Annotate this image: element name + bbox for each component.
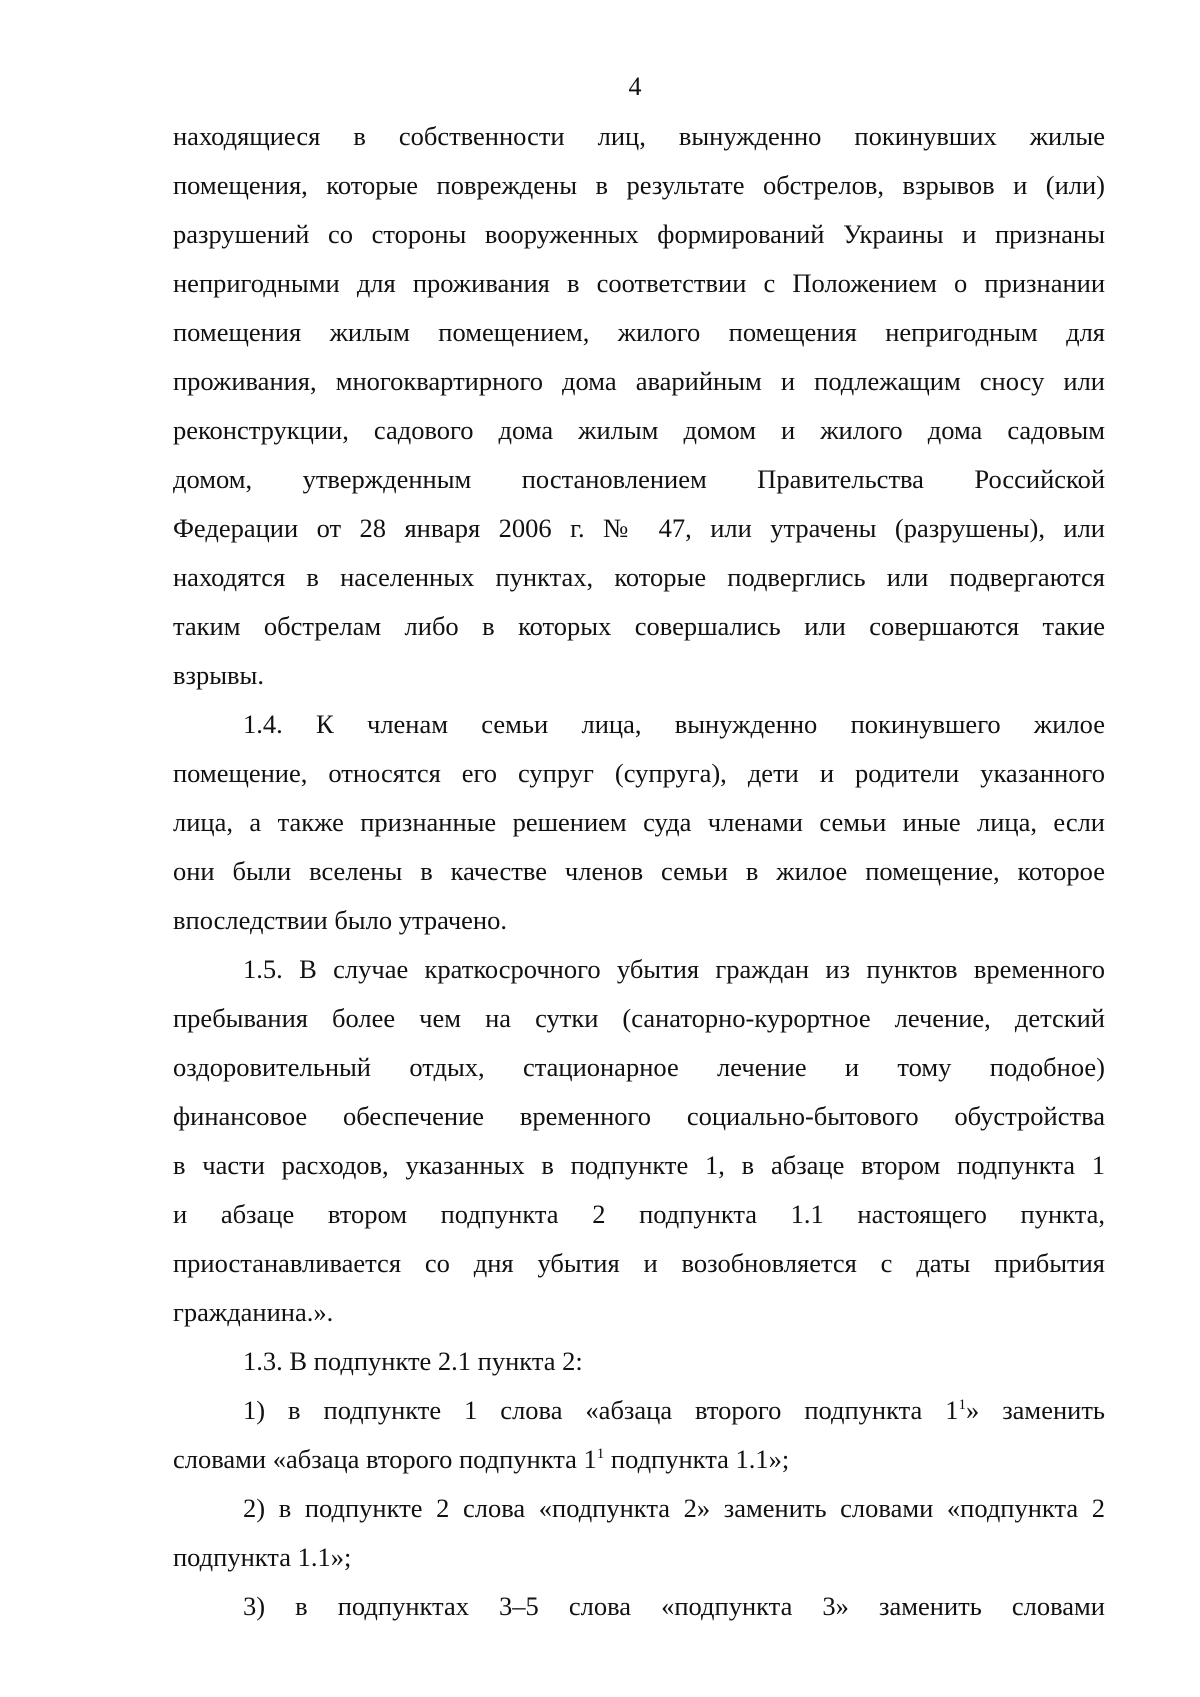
text-line-content: домом, утвержденным постановлением Правительства Российской: [173, 464, 1105, 494]
text-line-content: приостанавливается со дня убытия и возобновляется с даты прибытия: [173, 1248, 1105, 1278]
text-line: [173, 1092, 1105, 1141]
text-line-content: впоследствии было утрачено.: [173, 905, 507, 935]
text-line: [173, 1239, 1105, 1288]
text-line-content: и абзаце втором подпункта 2 подпункта 1.1 настоящего пункта,: [173, 1199, 1105, 1229]
text-line: [173, 1190, 1105, 1239]
text-line: [173, 357, 1105, 406]
text-line-content: 3) в подпунктах 3–5 слова «подпункта 3» заменить словами: [243, 1591, 1105, 1621]
text-line: [173, 1043, 1105, 1092]
text-line: [173, 896, 1105, 945]
text-line-content: помещения жилым помещением, жилого помещения непригодным для: [173, 317, 1105, 347]
text-line: [173, 210, 1105, 259]
text-line: [173, 847, 1105, 896]
text-line-content: гражданина.».: [173, 1297, 334, 1327]
text-line-content: помещения, которые повреждены в результате обстрелов, взрывов и (или): [173, 170, 1105, 200]
text-line-content: помещение, относятся его супруг (супруга), дети и родители указанного: [173, 758, 1105, 788]
text-line-content: 2) в подпункте 2 слова «подпункта 2» заменить словами «подпункта 2: [243, 1493, 1105, 1523]
text-line: [173, 455, 1105, 504]
text-line: [173, 602, 1105, 651]
page-number: 4: [628, 72, 642, 101]
text-line-content: реконструкции, садового дома жилым домом и жилого дома садовым: [173, 415, 1105, 445]
text-line: [173, 1484, 1105, 1533]
text-line-content: разрушений со стороны вооруженных формирований Украины и признаны: [173, 219, 1105, 249]
text-line: [173, 651, 1105, 700]
text-line: [173, 1141, 1105, 1190]
text-line: [173, 112, 1105, 161]
superscript: 1: [958, 1397, 966, 1413]
text-line-content: Федерации от 28 января 2006 г. № 47, или утрачены (разрушены), или: [173, 513, 1105, 543]
text-line-content: взрывы.: [173, 660, 264, 690]
text-line-content: 1.5. В случае краткосрочного убытия граждан из пунктов временного: [243, 954, 1105, 984]
text-line: [173, 504, 1105, 553]
text-line-content: 1.4. К членам семьи лица, вынужденно покинувшего жилое: [243, 709, 1105, 739]
text-line: [173, 994, 1105, 1043]
text-line-content: проживания, многоквартирного дома аварийным и подлежащим сносу или: [173, 366, 1105, 396]
text-line-content: словами «абзаца второго подпункта 1: [173, 1444, 597, 1474]
document-body: [173, 112, 1105, 1631]
text-line-content: оздоровительный отдых, стационарное лечение и тому подобное): [173, 1052, 1105, 1082]
text-line-content: лица, а также признанные решением суда членами семьи иные лица, если: [173, 807, 1105, 837]
text-line-content: находятся в населенных пунктах, которые подверглись или подвергаются: [173, 562, 1105, 592]
text-line-tail: подпункта 1.1»;: [604, 1444, 790, 1474]
text-line: [173, 1337, 1105, 1386]
text-line-content: они были вселены в качестве членов семьи в жилое помещение, которое: [173, 856, 1105, 886]
text-line-content: 1.3. В подпункте 2.1 пункта 2:: [243, 1346, 583, 1376]
text-line-content: финансовое обеспечение временного социально-бытового обустройства: [173, 1101, 1105, 1131]
text-line-content: подпункта 1.1»;: [173, 1542, 352, 1572]
text-line: [173, 749, 1105, 798]
text-line: [173, 1288, 1105, 1337]
text-line: [173, 1435, 1105, 1484]
text-line: [173, 945, 1105, 994]
text-line-content: в части расходов, указанных в подпункте 1, в абзаце втором подпункта 1: [173, 1150, 1105, 1180]
text-line: [173, 700, 1105, 749]
text-line-content: непригодными для проживания в соответствии с Положением о признании: [173, 268, 1105, 298]
text-line: [173, 553, 1105, 602]
text-line-content: 1) в подпункте 1 слова «абзаца второго подпункта 1: [243, 1395, 959, 1425]
text-line: [173, 1582, 1105, 1631]
text-line: [173, 406, 1105, 455]
text-line-tail: » заменить: [965, 1395, 1105, 1425]
text-line: [173, 798, 1105, 847]
text-line-content: находящиеся в собственности лиц, вынужденно покинувших жилые: [173, 121, 1105, 151]
text-line: [173, 1386, 1105, 1435]
text-line: [173, 308, 1105, 357]
text-line-content: пребывания более чем на сутки (санаторно-курортное лечение, детский: [173, 1003, 1105, 1033]
superscript: 1: [596, 1446, 605, 1462]
text-line-content: таким обстрелам либо в которых совершались или совершаются такие: [173, 611, 1105, 641]
text-line: [173, 161, 1105, 210]
text-line: [173, 259, 1105, 308]
text-line: [173, 1533, 1105, 1582]
